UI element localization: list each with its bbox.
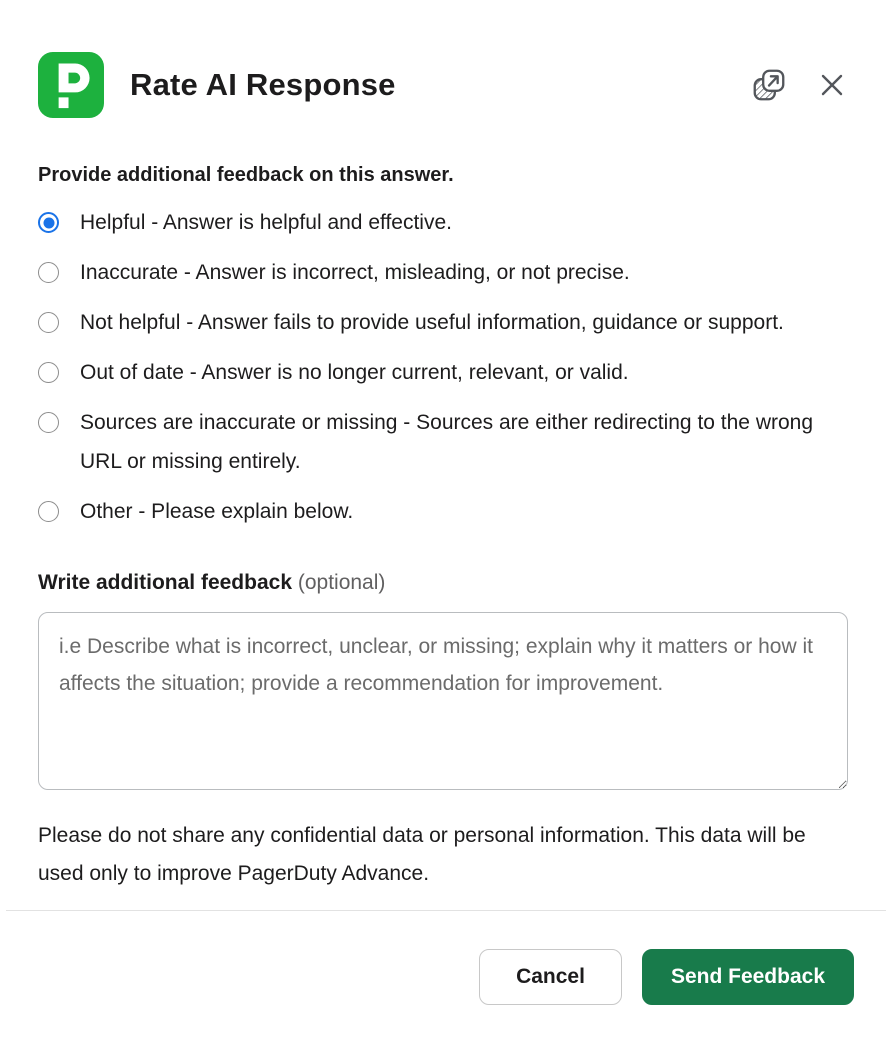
dialog-title: Rate AI Response <box>130 67 396 102</box>
feedback-option-label: Inaccurate - Answer is incorrect, misleading, or not precise. <box>80 261 630 284</box>
footer-divider <box>6 910 886 911</box>
radio-icon[interactable] <box>38 312 59 333</box>
feedback-options <box>38 203 854 542</box>
feedback-option-label: Not helpful - Answer fails to provide useful information, guidance or support. <box>80 311 784 334</box>
feedback-textarea[interactable] <box>38 612 848 790</box>
feedback-option[interactable] <box>38 253 854 292</box>
feedback-option-label: Other - Please explain below. <box>80 500 354 523</box>
feedback-prompt: Provide additional feedback on this answer. <box>38 164 454 186</box>
cancel-button[interactable]: Cancel <box>479 949 622 1005</box>
dialog-header <box>38 52 854 118</box>
optional-hint: (optional) <box>297 571 386 594</box>
feedback-option-label: Out of date - Answer is no longer current, relevant, or valid. <box>80 361 629 384</box>
popout-icon[interactable] <box>746 62 792 108</box>
dialog-footer <box>38 949 854 1005</box>
confidentiality-disclaimer: Please do not share any confidential data or personal information. This data will be used only to improve PagerDuty Advance. <box>38 824 806 885</box>
radio-icon[interactable] <box>38 212 59 233</box>
send-feedback-button[interactable]: Send Feedback <box>642 949 854 1005</box>
additional-feedback-label-text: Write additional feedback <box>38 571 292 594</box>
feedback-option[interactable] <box>38 492 854 531</box>
feedback-option[interactable] <box>38 303 854 342</box>
feedback-option-label: Sources are inaccurate or missing - Sources are either redirecting to the wrong URL or missing entirely. <box>80 411 814 473</box>
feedback-option[interactable] <box>38 353 854 392</box>
feedback-option[interactable] <box>38 203 854 242</box>
close-icon[interactable] <box>810 63 854 107</box>
radio-icon[interactable] <box>38 362 59 383</box>
feedback-option-label: Helpful - Answer is helpful and effective. <box>80 211 452 234</box>
pagerduty-logo-icon <box>38 52 104 118</box>
radio-icon[interactable] <box>38 501 59 522</box>
additional-feedback-label <box>38 570 854 596</box>
feedback-option[interactable] <box>38 403 854 481</box>
radio-icon[interactable] <box>38 412 59 433</box>
radio-icon[interactable] <box>38 262 59 283</box>
